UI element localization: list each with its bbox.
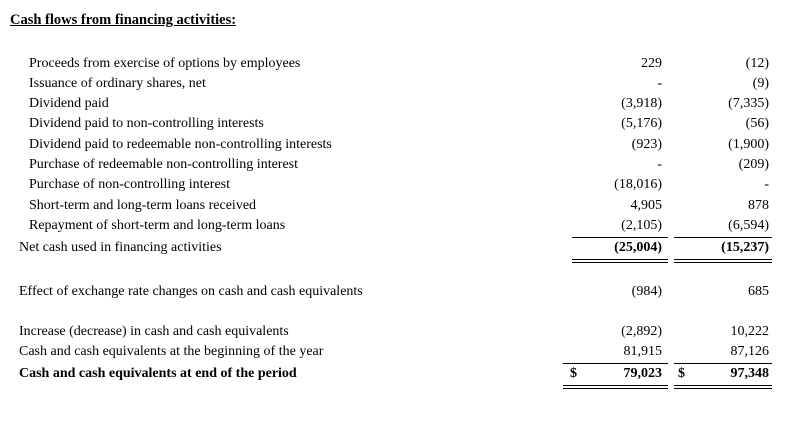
net-cash-col1: (25,004) [614,240,662,255]
value-col2: (6,594) [728,218,769,233]
table-row [0,175,786,195]
currency-symbol-col2: $ [678,366,685,381]
value-col1: 4,905 [630,198,662,213]
value-col2: (9) [752,76,769,91]
increase-col1: (2,892) [621,324,662,339]
end-col2: 97,348 [730,366,769,381]
row-label: Issuance of ordinary shares, net [29,76,206,91]
value-col1: (5,176) [621,116,662,131]
increase-col2: 10,222 [730,324,769,339]
end-col1: 79,023 [623,366,662,381]
value-col2: (56) [745,116,769,131]
end-label: Cash and cash equivalents at end of the period [19,366,297,381]
value-col2: - [764,177,769,192]
grand-total-double-rule-col1 [563,385,668,389]
value-col2: (12) [745,56,769,71]
table-row [0,135,786,155]
beginning-row [0,342,786,362]
table-row [0,114,786,134]
row-label: Dividend paid to non-controlling interests [29,116,264,131]
net-cash-row [0,238,786,258]
table-row [0,54,786,74]
beginning-label: Cash and cash equivalents at the beginning of the year [19,344,324,359]
exchange-col2: 685 [748,284,769,299]
beginning-col2: 87,126 [730,344,769,359]
value-col1: (18,016) [614,177,662,192]
value-col2: (209) [738,157,769,172]
net-cash-col2: (15,237) [721,240,769,255]
row-label: Repayment of short-term and long-term loans [29,218,286,233]
row-label: Short-term and long-term loans received [29,198,257,213]
table-row [0,196,786,216]
table-row [0,74,786,94]
increase-label: Increase (decrease) in cash and cash equivalents [19,324,289,339]
table-row [0,216,786,236]
end-row [0,364,786,384]
net-cash-label: Net cash used in financing activities [19,240,222,255]
value-col1: (923) [631,137,662,152]
value-col1: - [657,76,662,91]
value-col2: (7,335) [728,96,769,111]
exchange-label: Effect of exchange rate changes on cash and cash equivalents [19,284,363,299]
row-label: Proceeds from exercise of options by employees [29,56,301,71]
value-col1: (3,918) [621,96,662,111]
increase-row [0,322,786,342]
currency-symbol-col1: $ [570,366,577,381]
value-col1: - [657,157,662,172]
table-row [0,155,786,175]
table-row [0,94,786,114]
value-col1: (2,105) [621,218,662,233]
row-label: Purchase of non-controlling interest [29,177,231,192]
section-heading: Cash flows from financing activities: [10,12,237,28]
grand-total-double-rule-col2 [674,385,772,389]
total-double-rule-col2 [674,259,772,263]
row-label: Dividend paid to redeemable non-controlling interests [29,137,332,152]
row-label: Purchase of redeemable non-controlling interest [29,157,299,172]
beginning-col1: 81,915 [623,344,662,359]
value-col2: (1,900) [728,137,769,152]
row-label: Dividend paid [29,96,109,111]
exchange-col1: (984) [631,284,662,299]
total-double-rule-col1 [572,259,668,263]
exchange-row [0,282,786,302]
value-col2: 878 [748,198,769,213]
value-col1: 229 [641,56,662,71]
